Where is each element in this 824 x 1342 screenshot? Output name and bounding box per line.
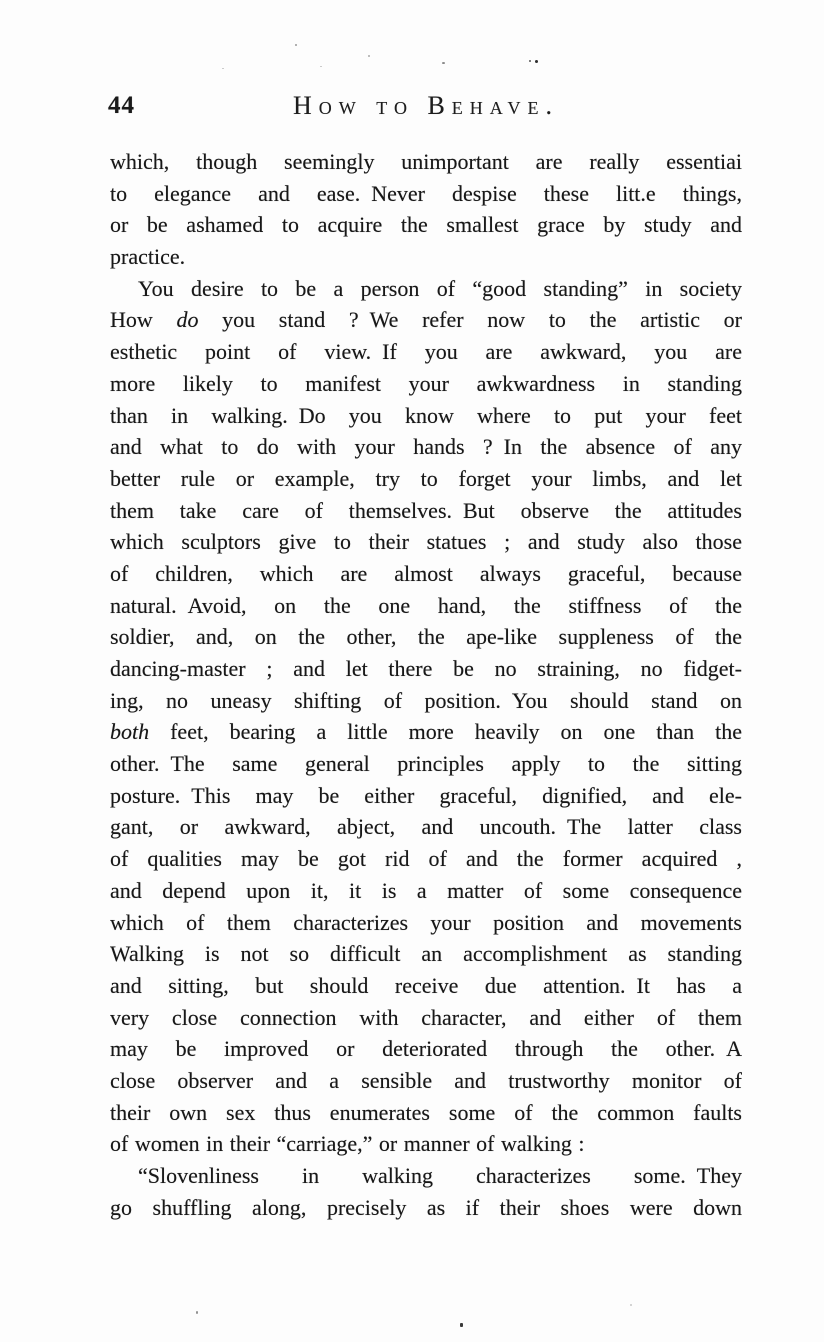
text-line: How do you stand ? We refer now to the artistic or: [110, 307, 742, 333]
text-line: esthetic point of view. If you are awkward, you are: [110, 339, 742, 365]
text-line: which of them characterizes your position and movements: [110, 909, 742, 935]
text-line: practice.: [110, 244, 186, 270]
scan-speck: [630, 1304, 632, 1306]
scan-speck: [460, 1323, 463, 1327]
text-line: “Slovenliness in walking characterizes some. They: [138, 1163, 742, 1188]
text-line: may be improved or deteriorated through the other. A: [110, 1036, 742, 1062]
text-line: of women in their “carriage,” or manner of walking :: [110, 1131, 585, 1157]
text-line: or be ashamed to acquire the smallest grace by study and: [110, 212, 742, 238]
text-line: which sculptors give to their statues ; and study also those: [110, 529, 742, 555]
text-line: and what to do with your hands ? In the absence of any: [110, 434, 742, 460]
scan-speck: [196, 1311, 198, 1314]
text-line: more likely to manifest your awkwardness in standing: [110, 370, 742, 396]
text-line: Walking is not so difficult an accomplishment as standing: [110, 941, 742, 967]
text-line: other. The same general principles apply to the sitting: [110, 751, 742, 777]
text-line: dancing-master ; and let there be no straining, no fidget-: [110, 656, 742, 681]
text-line: and depend upon it, it is a matter of some consequence: [110, 877, 742, 903]
text-line: very close connection with character, and either of them: [110, 1004, 742, 1030]
text-line: of children, which are almost always graceful, because: [110, 560, 742, 586]
running-title: How to Behave.: [293, 91, 559, 120]
scan-speck: [222, 68, 224, 69]
text-line: to elegance and ease. Never despise these litt.e things,: [110, 180, 742, 206]
scan-speck: [535, 60, 538, 63]
text-line: gant, or awkward, abject, and uncouth. The latter class: [110, 814, 742, 840]
scan-speck: [320, 66, 322, 67]
text-line: than in walking. Do you know where to put your feet: [110, 402, 742, 428]
scan-speck: [295, 44, 297, 46]
text-line: You desire to be a person of “good standing” in society: [138, 275, 742, 301]
text-line: soldier, and, on the other, the ape-like suppleness of the: [110, 624, 742, 650]
page-number: 44: [108, 92, 135, 119]
text-line: which, though seemingly unimportant are really essentiai: [110, 149, 742, 174]
text-line: natural. Avoid, on the one hand, the stiffness of the: [110, 592, 742, 618]
text-line: them take care of themselves. But observe the attitudes: [110, 497, 742, 523]
text-line: go shuffling along, precisely as if their shoes were down: [110, 1194, 742, 1220]
body-text: [110, 146, 742, 1223]
text-line: close observer and a sensible and trustworthy monitor of: [110, 1067, 742, 1093]
text-line: better rule or example, try to forget your limbs, and let: [110, 465, 742, 491]
text-line: both feet, bearing a little more heavily on one than the: [110, 719, 742, 745]
scan-speck: [368, 55, 370, 57]
text-line: and sitting, but should receive due attention. It has a: [110, 972, 742, 998]
text-line: of qualities may be got rid of and the former acquired ,: [110, 846, 742, 872]
text-line: posture. This may be either graceful, dignified, and ele-: [110, 782, 742, 808]
scan-speck: [442, 62, 445, 64]
text-line: their own sex thus enumerates some of the common faults: [110, 1099, 742, 1125]
text-line: ing, no uneasy shifting of position. You should stand on: [110, 687, 742, 713]
scan-speck: [529, 60, 531, 62]
